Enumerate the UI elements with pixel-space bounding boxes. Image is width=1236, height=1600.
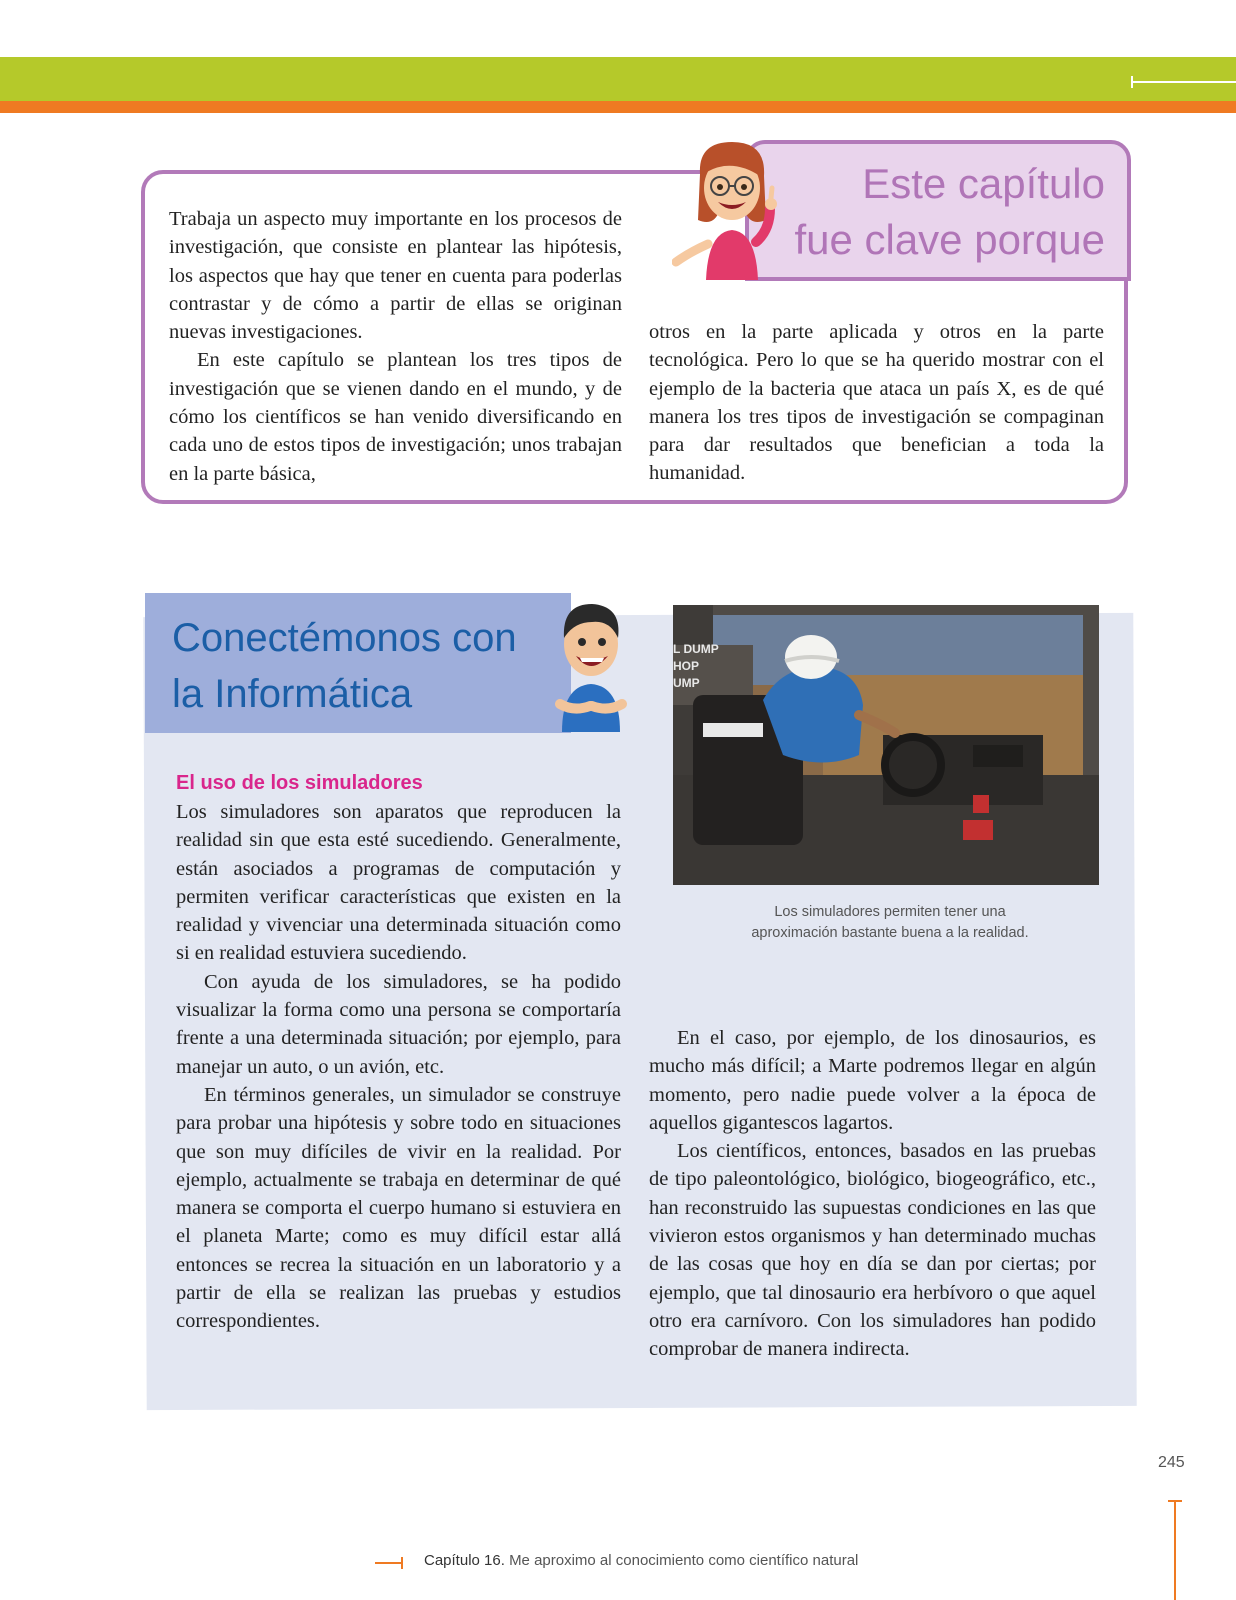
connect-title-line2: la Informática — [172, 672, 413, 716]
connect-paragraph: Los científicos, entonces, basados en las pruebas de tipo paleontológico, biológico, biogeográfico, etc., han reconstruido las supuestas condiciones en las que vivieron estos organismos y han determinado muchas de las cosas que hoy en día se dan por ciertas; por ejemplo, que tal dinosaurio era herbívoro o que aquel otro era carnívoro. Con los simuladores han podido comprobar de manera indirecta. — [649, 1140, 1096, 1361]
footer-rule-tick — [401, 1557, 403, 1569]
chapter-footer — [424, 1552, 858, 1569]
top-orange-band — [0, 101, 1236, 113]
band-rule-tick — [1131, 76, 1133, 88]
key-chapter-paragraph: otros en la parte aplicada y otros en la parte tecnológica. Pero lo que se ha querido mostrar con el ejemplo de la bacteria que ataca un país X, es de qué manera los tres tipos de investigación se compaginan para dar resultados que benefician a toda la humanidad. — [649, 321, 1104, 485]
footer-rule — [375, 1562, 403, 1564]
caption-line: Los simuladores permiten tener una — [774, 904, 1006, 920]
page-number: 245 — [1158, 1454, 1185, 1471]
caption-line: aproximación bastante buena a la realidad. — [751, 925, 1029, 941]
connect-paragraph: Los simuladores son aparatos que reproducen la realidad sin que esta esté sucediendo. Generalmente, están asociados a programas de computación y permiten verificar características que existen en la realidad y vivenciar una determinada situación como si en realidad estuviera sucediendo. — [176, 801, 621, 965]
photo-sign-line: HOP — [673, 659, 700, 673]
simulator-photo — [673, 605, 1099, 885]
connect-paragraph: En términos generales, un simulador se construye para probar una hipótesis y sobre todo en situaciones que son muy difíciles de vivir en la realidad. Por ejemplo, actualmente se trabaja en determinar de qué manera se comporta el cuerpo humano si estuviera en el planeta Marte; como es muy difícil estar allá entonces se recrea la situación en un laboratorio y a partir de ella se realizan las pruebas y estudios correspondientes. — [176, 1083, 621, 1333]
girl-mascot-icon — [672, 134, 792, 282]
chapter-title: Me aproximo al conocimiento como científico natural — [509, 1552, 859, 1569]
key-chapter-paragraph: Trabaja un aspecto muy importante en los procesos de investigación, que consiste en plantear las hipótesis, los aspectos que hay que tener en cuenta para poderlas contrastar y de cómo a partir de ellas se originan nuevas investigaciones. — [169, 208, 622, 344]
connect-right-column — [649, 1024, 1096, 1364]
connect-paragraph: Con ayuda de los simuladores, se ha podido visualizar la forma como una persona se comportaría frente a una determinada situación; por ejemplo, para manejar un auto, o un avión, etc. — [176, 970, 621, 1078]
photo-sign — [673, 641, 719, 692]
connect-title-line1: Conectémonos con — [172, 616, 517, 660]
simulator-photo-illustration — [673, 605, 1099, 885]
key-chapter-paragraph: En este capítulo se plantean los tres tipos de investigación que se vienen dando en el mundo, y de cómo los científicos se han venido diversificando en cada uno de estos tipos de investigación; unos trabajan en la parte básica, — [169, 349, 622, 485]
connect-paragraph: En el caso, por ejemplo, de los dinosaurios, es mucho más difícil; a Marte podremos llegar en algún momento, pero nadie puede volver a la época de aquellos gigantescos lagartos. — [649, 1027, 1096, 1134]
connect-left-column — [176, 798, 621, 1336]
key-chapter-title — [745, 156, 1105, 268]
photo-sign-line: UMP — [673, 676, 700, 690]
chapter-label: Capítulo 16. — [424, 1552, 505, 1569]
connect-section-title — [172, 610, 572, 722]
simulators-subheading: El uso de los simuladores — [176, 772, 423, 794]
page-rule — [1174, 1500, 1176, 1600]
key-chapter-title-line2: fue clave porque — [794, 216, 1105, 263]
photo-sign-line: L DUMP — [673, 642, 719, 656]
band-rule — [1132, 81, 1236, 83]
key-chapter-title-line1: Este capítulo — [862, 160, 1105, 207]
boy-mascot-icon — [548, 594, 634, 734]
key-chapter-left-column — [169, 205, 622, 488]
photo-caption — [720, 902, 1060, 944]
key-chapter-right-column — [649, 318, 1104, 488]
top-green-band — [0, 57, 1236, 101]
